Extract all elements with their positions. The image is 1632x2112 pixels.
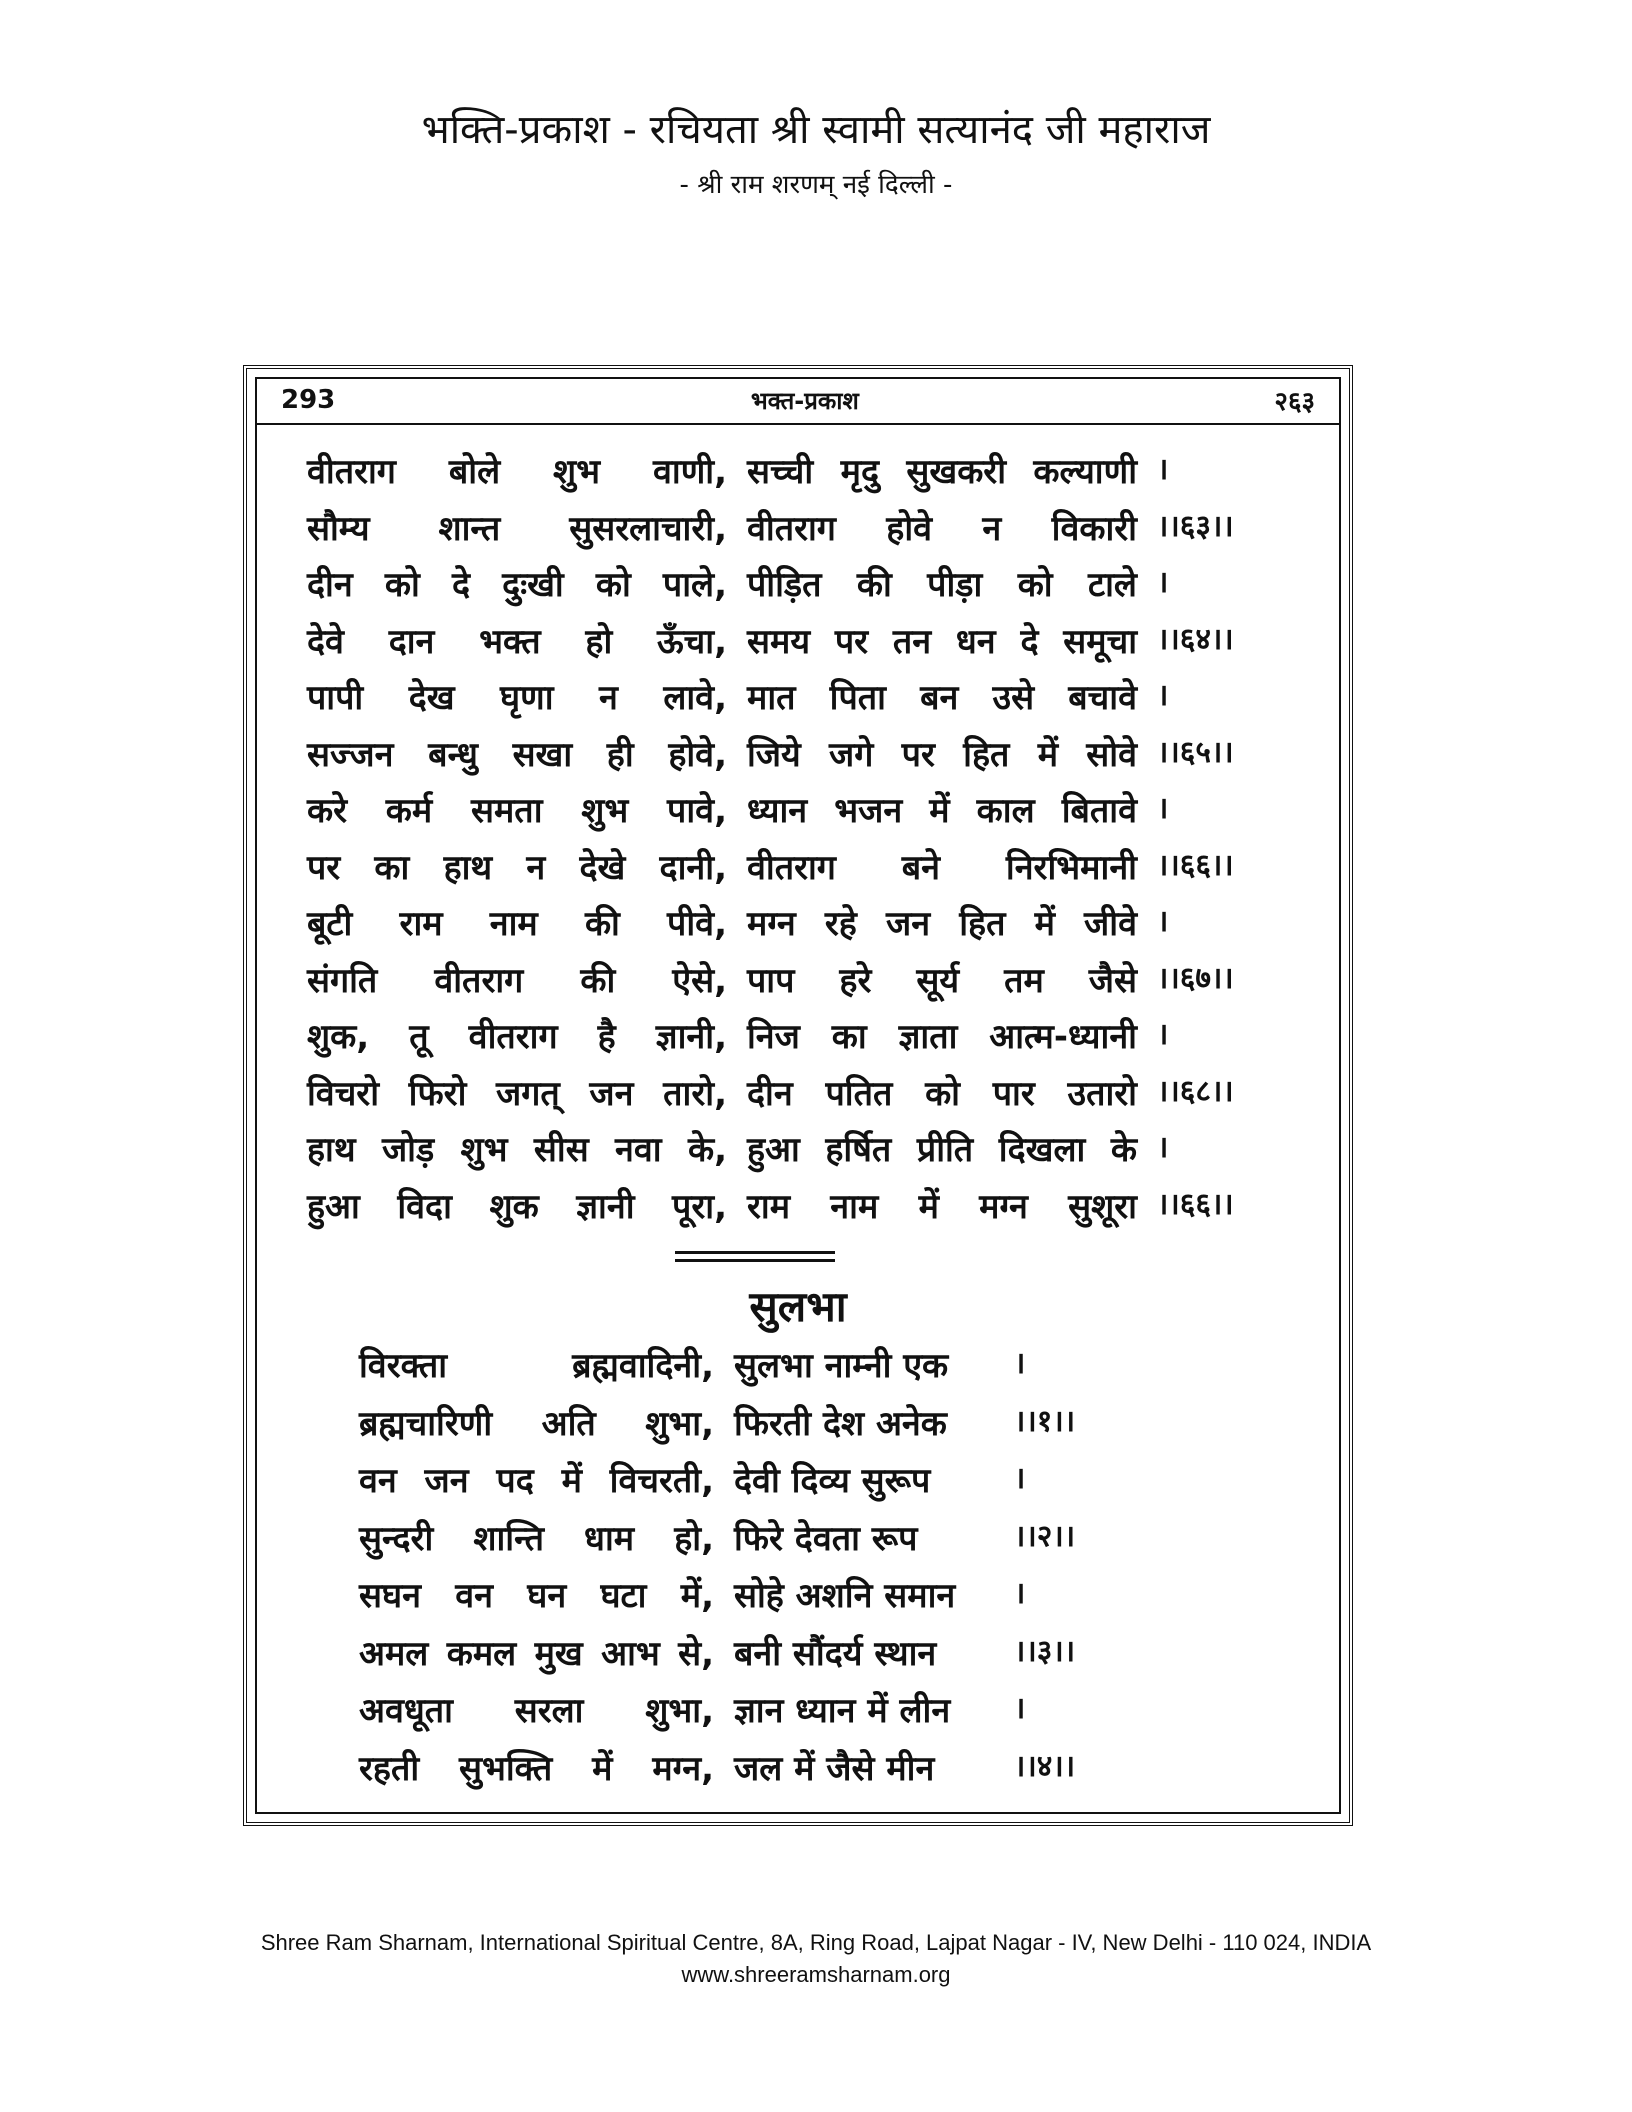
- verse-number: ।: [1157, 1130, 1169, 1165]
- couplet-first-half: अमल कमल मुख आभ से,: [359, 1633, 714, 1674]
- verse-first-half: सौम्य शान्त सुसरलाचारी,: [307, 508, 727, 549]
- couplet-number: ।: [1014, 1691, 1026, 1726]
- section-title: सुलभा: [749, 1282, 847, 1331]
- verse-second-half: मग्न रहे जन हित में जीवे: [747, 904, 1137, 944]
- verse-second-half: हुआ हर्षित प्रीति दिखला के: [747, 1130, 1137, 1170]
- couplet-second-half: बनी सौंदर्य स्थान: [734, 1633, 937, 1674]
- scripture-page-frame: [243, 365, 1353, 1826]
- verse-first-half: करे कर्म समता शुभ पावे,: [307, 791, 727, 831]
- section-divider: [675, 1251, 835, 1267]
- couplet-second-half: देवी दिव्य सुरूप: [734, 1461, 931, 1501]
- couplet-number: ।: [1014, 1346, 1026, 1381]
- header-title: भक्ति-प्रकाश - रचियता श्री स्वामी सत्यानंद जी महाराज: [421, 107, 1211, 153]
- couplet-second-half: ज्ञान ध्यान में लीन: [734, 1691, 951, 1731]
- verse-second-half: मात पिता बन उसे बचावे: [747, 678, 1137, 718]
- couplet-first-half: अवधूता सरला शुभा,: [359, 1691, 714, 1731]
- verse-second-half: निज का ज्ञाता आत्म-ध्यानी: [747, 1017, 1137, 1057]
- verse-second-half: वीतराग होवे न विकारी: [747, 508, 1137, 549]
- verse-second-half: दीन पतित को पार उतारो: [747, 1073, 1137, 1114]
- couplet-second-half: फिरती देश अनेक: [734, 1403, 947, 1444]
- couplet-first-half: ब्रह्मचारिणी अति शुभा,: [359, 1403, 714, 1444]
- verse-number: ।: [1157, 904, 1169, 939]
- couplet-second-half: फिरे देवता रूप: [734, 1518, 918, 1559]
- couplet-number: ।।४।।: [1014, 1748, 1076, 1784]
- verse-first-half: देवे दान भक्त हो ऊँचा,: [307, 621, 727, 662]
- couplet-first-half: विरक्ता ब्रह्मवादिनी,: [359, 1346, 714, 1386]
- verse-number: ।: [1157, 565, 1169, 600]
- verse-second-half: जिये जगे पर हित में सोवे: [747, 734, 1137, 775]
- couplet-second-half: सुलभा नाम्नी एक: [734, 1346, 949, 1386]
- verse-first-half: हाथ जोड़ शुभ सीस नवा के,: [307, 1130, 727, 1170]
- couplet-first-half: सघन वन घन घटा में,: [359, 1576, 714, 1616]
- verse-number: ।।६६।।: [1157, 847, 1234, 883]
- running-head: [255, 377, 1341, 425]
- verse-second-half: ध्यान भजन में काल बितावे: [747, 791, 1137, 831]
- verse-second-half: पाप हरे सूर्य तम जैसे: [747, 960, 1137, 1001]
- footer-website: www.shreeramsharnam.org: [681, 1962, 951, 1987]
- verse-second-half: समय पर तन धन दे समूचा: [747, 621, 1137, 662]
- verse-first-half: हुआ विदा शुक ज्ञानी पूरा,: [307, 1186, 727, 1227]
- page-number-right: २६३: [1274, 387, 1315, 417]
- verse-number: ।: [1157, 791, 1169, 826]
- couplet-number: ।: [1014, 1461, 1026, 1496]
- header-subtitle: - श्री राम शरणम् नई दिल्ली -: [679, 170, 953, 200]
- couplet-number: ।।१।।: [1014, 1403, 1076, 1439]
- verse-first-half: विचरो फिरो जगत् जन तारो,: [307, 1073, 727, 1114]
- verse-first-half: संगति वीतराग की ऐसे,: [307, 960, 727, 1001]
- verse-first-half: पापी देख घृणा न लावे,: [307, 678, 727, 718]
- verse-first-half: पर का हाथ न देखे दानी,: [307, 847, 727, 888]
- verse-first-half: सज्जन बन्धु सखा ही होवे,: [307, 734, 727, 775]
- verse-number: ।: [1157, 1017, 1169, 1052]
- verse-number: ।।६४।।: [1157, 621, 1234, 657]
- verse-number: ।।६३।।: [1157, 508, 1234, 544]
- verse-first-half: शुक, तू वीतराग है ज्ञानी,: [307, 1017, 727, 1057]
- verse-first-half: बूटी राम नाम की पीवे,: [307, 904, 727, 944]
- verse-number: ।।६७।।: [1157, 960, 1234, 996]
- verse-number: ।।६५।।: [1157, 734, 1234, 770]
- couplet-number: ।।२।।: [1014, 1518, 1076, 1554]
- verse-number: ।।६८।।: [1157, 1073, 1234, 1109]
- couplet-first-half: रहती सुभक्ति में मग्न,: [359, 1748, 714, 1789]
- footer-address: Shree Ram Sharnam, International Spiritual Centre, 8A, Ring Road, Lajpat Nagar - IV, New Delhi - 110 024, INDIA: [260, 1930, 1372, 1955]
- couplet-first-half: सुन्दरी शान्ति धाम हो,: [359, 1518, 714, 1559]
- verse-second-half: राम नाम में मग्न सुशूरा: [747, 1186, 1137, 1227]
- page-number-left: 293: [281, 385, 336, 415]
- verse-second-half: पीड़ित की पीड़ा को टाले: [747, 565, 1137, 605]
- page-footer: [0, 1927, 1632, 1991]
- couplet-second-half: जल में जैसे मीन: [734, 1748, 935, 1789]
- verse-second-half: सच्ची मृदु सुखकरी कल्याणी: [747, 452, 1137, 492]
- verse-first-half: दीन को दे दुःखी को पाले,: [307, 565, 727, 605]
- verse-number: ।: [1157, 678, 1169, 713]
- running-title: भक्त-प्रकाश: [750, 386, 859, 415]
- verse-number: ।।६६।।: [1157, 1186, 1234, 1222]
- couplet-second-half: सोहे अशनि समान: [734, 1576, 956, 1616]
- verse-number: ।: [1157, 452, 1169, 487]
- couplet-number: ।।३।।: [1014, 1633, 1076, 1669]
- couplet-number: ।: [1014, 1576, 1026, 1611]
- page-header: [0, 100, 1632, 208]
- verse-first-half: वीतराग बोले शुभ वाणी,: [307, 452, 727, 492]
- couplet-first-half: वन जन पद में विचरती,: [359, 1461, 714, 1501]
- verse-second-half: वीतराग बने निरभिमानी: [747, 847, 1137, 888]
